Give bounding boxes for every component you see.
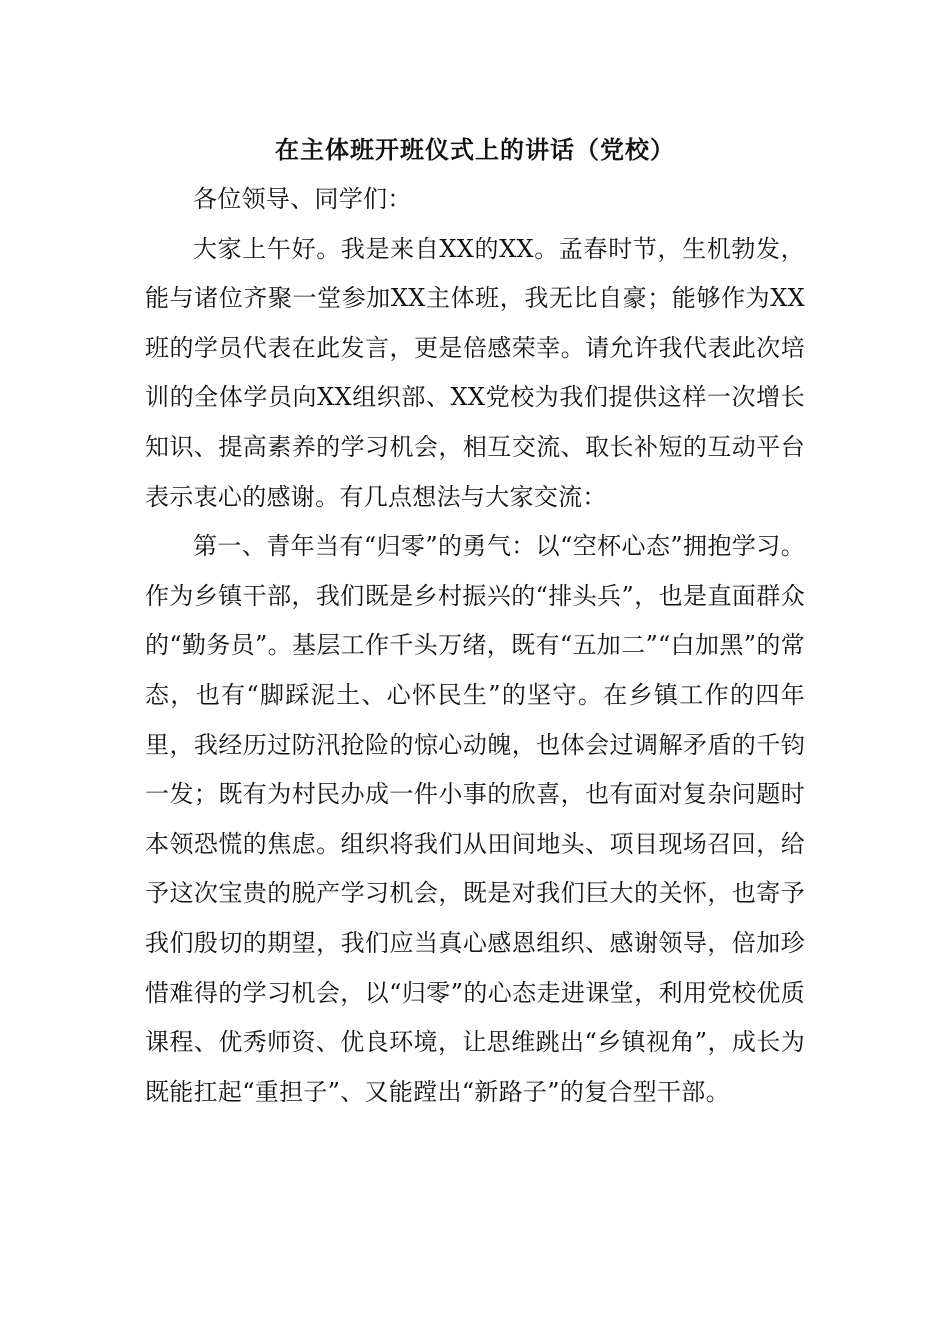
document-body [145, 175, 805, 1117]
greeting-line: 各位领导、同学们： [193, 185, 412, 213]
paragraph-opening: 大家上午好。我是来自XX的XX。孟春时节，生机勃发，能与诸位齐聚一堂参加XX主体班，我无比自豪；能够作为XX班的学员代表在此发言，更是倍感荣幸。请允许我代表此次培训的全体学员向XX组织部、XX党校为我们提供这样一次增长知识、提高素养的学习机会，相互交流、取长补短的互动平台表示衷心的感谢。有几点想法与大家交流： [145, 234, 805, 511]
document-title: 在主体班开班仪式上的讲话（党校） [275, 135, 675, 164]
paragraph-first-point: 第一、青年当有“归零”的勇气：以“空杯心态”拥抱学习。作为乡镇干部，我们既是乡村振兴的“排头兵”，也是直面群众的“勤务员”。基层工作千头万绪，既有“五加二”“白加黑”的常态，也有“脚踩泥土、心怀民生”的坚守。在乡镇工作的四年里，我经历过防汛抢险的惊心动魄，也体会过调解矛盾的千钧一发；既有为村民办成一件小事的欣喜，也有面对复杂问题时本领恐慌的焦虑。组织将我们从田间地头、项目现场召回，给予这次宝贵的脱产学习机会，既是对我们巨大的关怀，也寄予我们殷切的期望，我们应当真心感恩组织、感谢领导，倍加珍惜难得的学习机会，以“归零”的心态走进课堂，利用党校优质课程、优秀师资、优良环境，让思维跳出“乡镇视角”，成长为既能扛起“重担子”、又能蹚出“新路子”的复合型干部。 [145, 532, 805, 1106]
